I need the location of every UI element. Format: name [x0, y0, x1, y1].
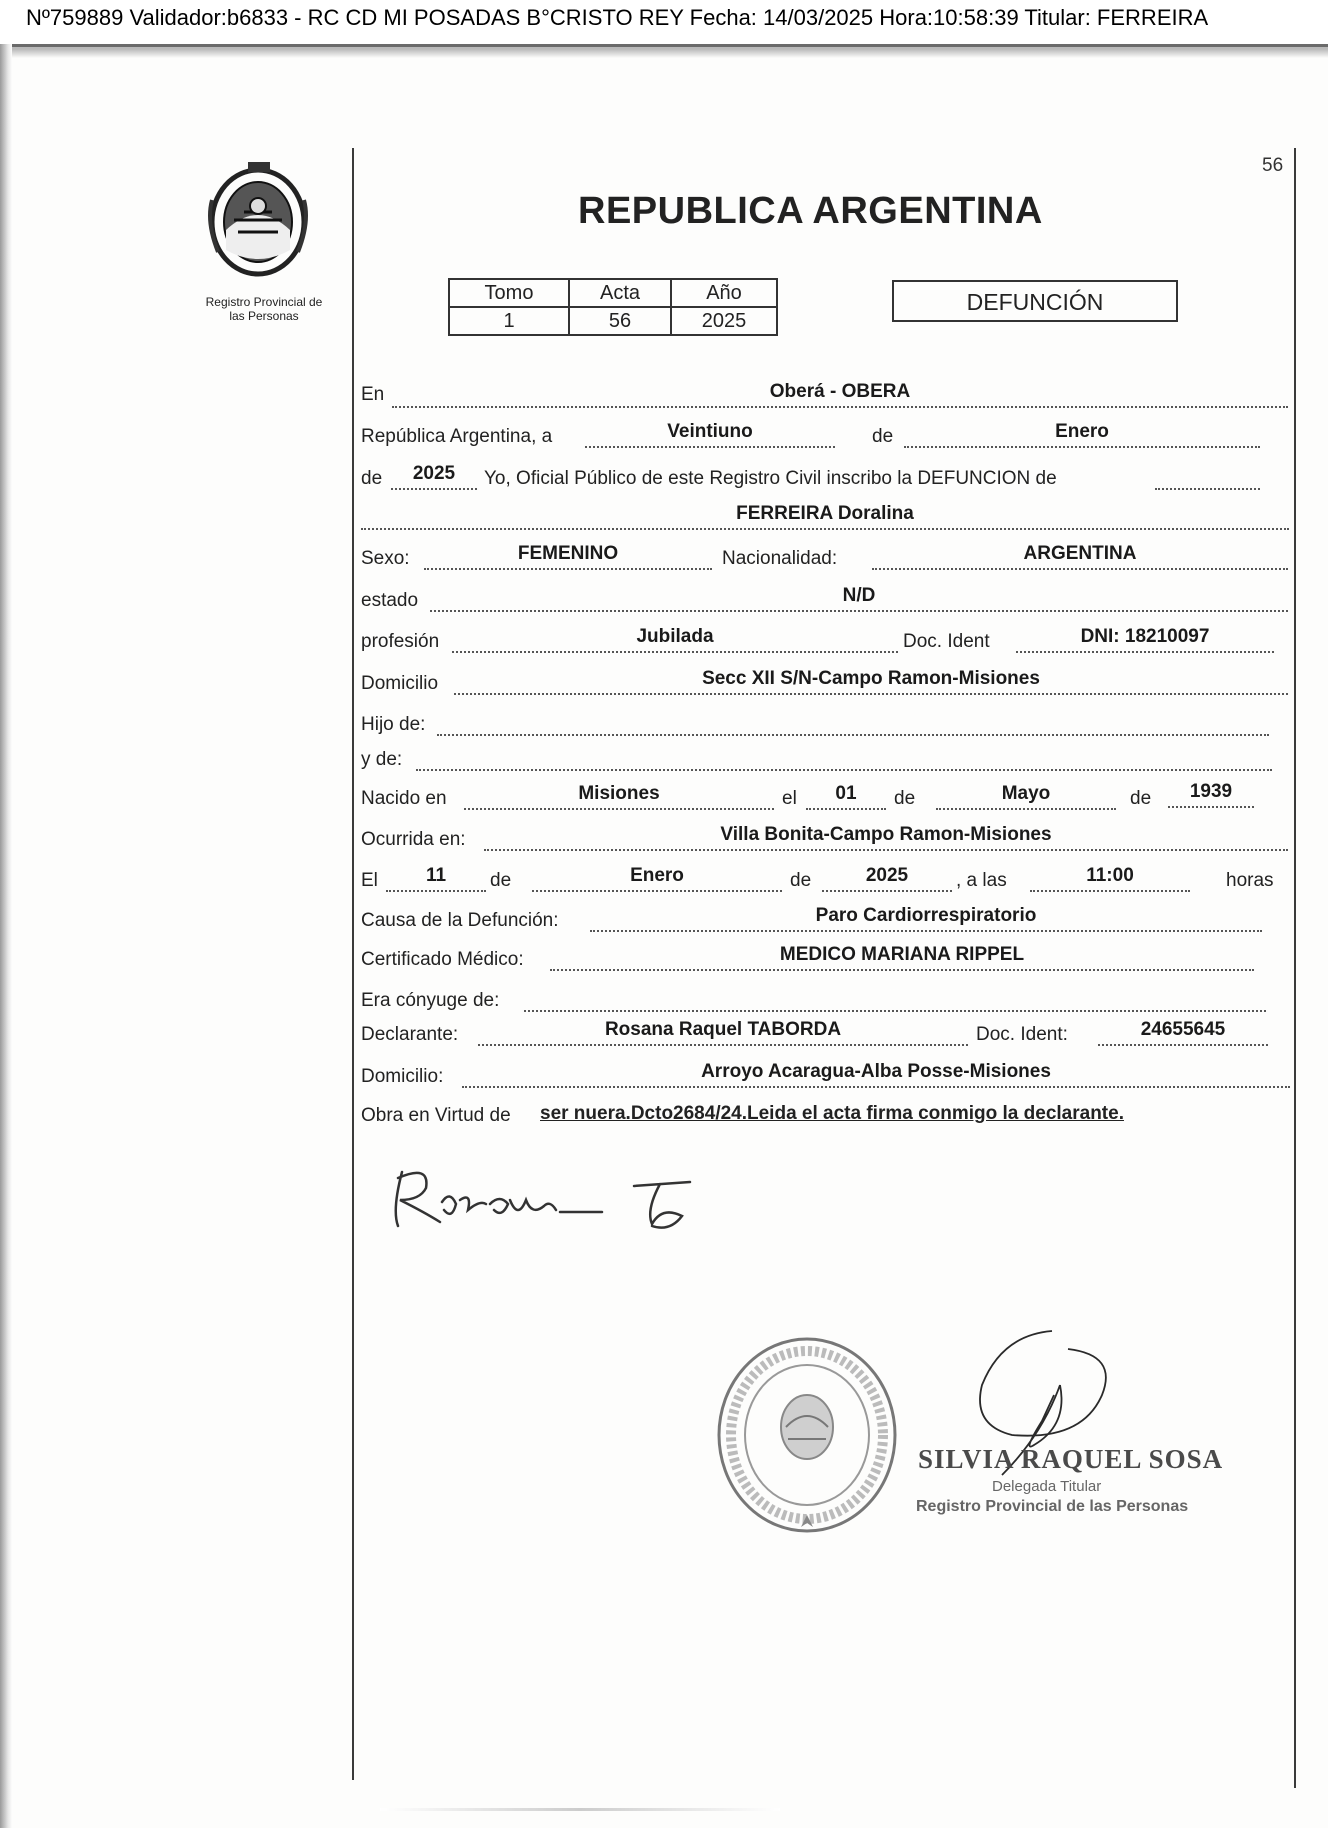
- registration-text: Yo, Oficial Público de este Registro Civil inscribo la DEFUNCION de: [484, 468, 1057, 489]
- death-month-value: Enero: [532, 864, 782, 892]
- scan-edge: [0, 44, 1328, 58]
- scan-edge: [0, 44, 12, 1828]
- blank-line: [1155, 462, 1260, 490]
- death-day-value: 11: [386, 864, 486, 892]
- field-label: En: [361, 384, 385, 405]
- field-label: de: [361, 468, 383, 489]
- blank-line: [437, 708, 1269, 736]
- official-organization: Registro Provincial de las Personas: [916, 1498, 1189, 1515]
- field-label: Hijo de:: [361, 714, 426, 735]
- field-label: de: [790, 870, 812, 891]
- death-time-value: 11:00: [1030, 864, 1190, 892]
- nationality-value: ARGENTINA: [872, 542, 1288, 570]
- field-label: horas: [1226, 870, 1274, 891]
- table-cell: 56: [569, 307, 671, 335]
- acta-reference-table: [448, 278, 778, 336]
- page-number: 56: [1262, 155, 1284, 176]
- official-name: SILVIA RAQUEL SOSA: [918, 1444, 1224, 1474]
- medical-certificate-value: MEDICO MARIANA RIPPEL: [550, 943, 1254, 971]
- field-label: Era cónyuge de:: [361, 990, 500, 1011]
- civil-status-value: N/D: [430, 584, 1288, 612]
- field-label: República Argentina, a: [361, 426, 553, 447]
- field-label: Obra en Virtud de: [361, 1105, 511, 1126]
- birth-year-value: 1939: [1168, 780, 1254, 808]
- table-cell: 1: [449, 307, 569, 335]
- document-title: REPUBLICA ARGENTINA: [578, 190, 1043, 232]
- field-label: Sexo:: [361, 548, 410, 569]
- profession-value: Jubilada: [452, 625, 898, 653]
- blank-line: [524, 984, 1266, 1012]
- blank-line: [416, 743, 1272, 771]
- logo-caption: [180, 295, 348, 323]
- cause-of-death-value: Paro Cardiorrespiratorio: [590, 904, 1262, 932]
- place-value: Oberá - OBERA: [392, 380, 1288, 408]
- field-label: profesión: [361, 631, 440, 652]
- deceased-name-value: FERREIRA Doralina: [361, 502, 1289, 530]
- field-label: Doc. Ident: [903, 631, 990, 652]
- field-label: Nacido en: [361, 788, 447, 809]
- field-label: de: [490, 870, 512, 891]
- sex-value: FEMENINO: [424, 542, 712, 570]
- death-year-value: 2025: [822, 864, 952, 892]
- record-type-box: DEFUNCIÓN: [892, 280, 1178, 322]
- field-label: el: [782, 788, 797, 809]
- month-value: Enero: [904, 420, 1260, 448]
- field-label: Domicilio: [361, 673, 439, 694]
- year-value: 2025: [391, 462, 477, 490]
- field-label: Nacionalidad:: [722, 548, 838, 569]
- field-label: de: [872, 426, 894, 447]
- field-label: Certificado Médico:: [361, 949, 524, 970]
- field-label: Doc. Ident:: [976, 1024, 1068, 1045]
- declarant-value: Rosana Raquel TABORDA: [478, 1018, 968, 1046]
- table-header: Acta: [569, 279, 671, 307]
- field-label: Ocurrida en:: [361, 829, 466, 850]
- birth-day-value: 01: [806, 782, 886, 810]
- official-seal: [712, 1335, 902, 1540]
- field-label: Domicilio:: [361, 1066, 444, 1087]
- field-label: y de:: [361, 749, 403, 770]
- field-label: El: [361, 870, 378, 891]
- table-header: Año: [671, 279, 777, 307]
- address-value: Secc XII S/N-Campo Ramon-Misiones: [454, 667, 1288, 695]
- left-margin-line: [352, 148, 354, 1780]
- declarant-signature: [390, 1160, 720, 1240]
- day-value: Veintiuno: [585, 420, 835, 448]
- birthplace-value: Misiones: [464, 782, 774, 810]
- field-label: de: [1130, 788, 1152, 809]
- declarant-document-value: 24655645: [1098, 1018, 1268, 1046]
- birth-month-value: Mayo: [936, 782, 1116, 810]
- validation-header: Nº759889 Validador:b6833 - RC CD MI POSADAS B°CRISTO REY Fecha: 14/03/2025 Hora:10:58:39 Titular: FERREIRA: [0, 0, 1328, 44]
- legal-basis-value: ser nuera.Dcto2684/24.Leida el acta firma conmigo la declarante.: [540, 1103, 1124, 1124]
- declarant-address-value: Arroyo Acaragua-Alba Posse-Misiones: [462, 1060, 1290, 1088]
- document-value: DNI: 18210097: [1016, 625, 1274, 653]
- logo-caption-line: Registro Provincial de: [205, 295, 323, 309]
- field-label: estado: [361, 590, 419, 611]
- table-cell: 2025: [671, 307, 777, 335]
- province-coat-of-arms: [204, 160, 312, 280]
- field-label: , a las: [956, 870, 1007, 891]
- table-header: Tomo: [449, 279, 569, 307]
- right-margin-line: [1294, 148, 1296, 1788]
- field-label: de: [894, 788, 916, 809]
- field-label: Causa de la Defunción:: [361, 910, 559, 931]
- logo-caption-line: las Personas: [229, 309, 299, 323]
- field-label: Declarante:: [361, 1024, 459, 1045]
- official-role: Delegada Titular: [992, 1478, 1102, 1495]
- death-place-value: Villa Bonita-Campo Ramon-Misiones: [484, 823, 1288, 851]
- scan-artifact: [380, 1808, 780, 1811]
